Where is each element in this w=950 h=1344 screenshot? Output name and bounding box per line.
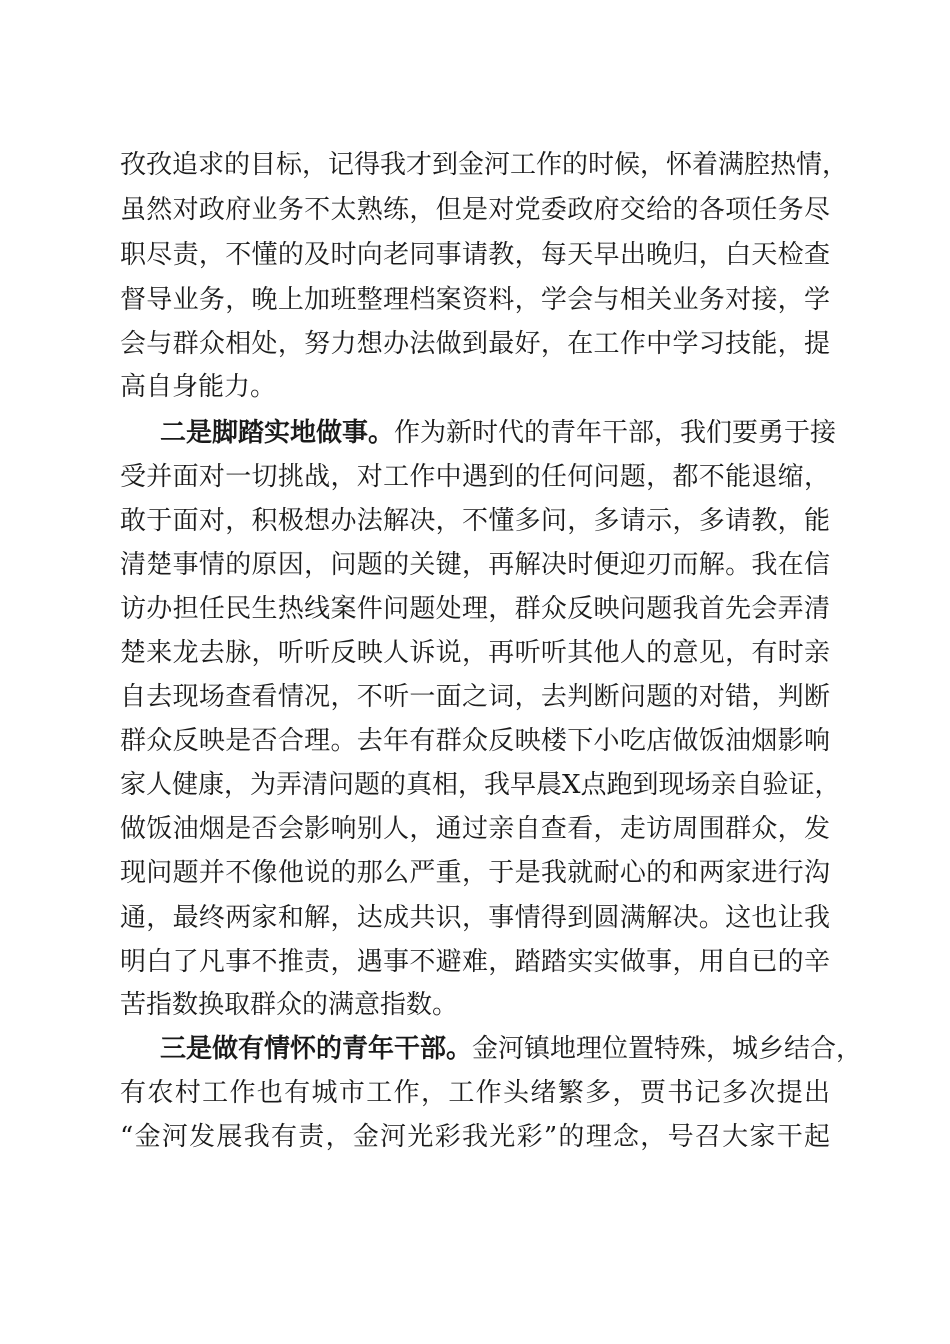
paragraph-1-line-5: 会与群众相处，努力想办法做到最好，在工作中学习技能，提 <box>120 329 830 359</box>
paragraph-2-line-5: 访办担任民生热线案件问题处理，群众反映问题我首先会弄清 <box>120 594 830 624</box>
paragraph-2-line-13: 明白了凡事不推责，遇事不避难，踏踏实实做事，用自已的辛 <box>120 947 830 977</box>
paragraph-3-line-3: “金河发展我有责，金河光彩我光彩”的理念，号召大家干起 <box>120 1122 830 1152</box>
paragraph-2-line-2: 受并面对一切挑战，对工作中遇到的任何问题，都不能退缩， <box>120 462 830 492</box>
paragraph-3-line-1 <box>160 1034 863 1064</box>
paragraph-2-line-9: 家人健康，为弄清问题的真相，我早晨X点跑到现场亲自验证， <box>120 770 841 800</box>
paragraph-2-line-1 <box>160 418 837 448</box>
paragraph-2-lead: 二是脚踏实地做事。 <box>160 418 395 448</box>
paragraph-1-line-2: 虽然对政府业务不太熟练，但是对党委政府交给的各项任务尽 <box>120 195 830 225</box>
paragraph-1-line-3: 职尽责，不懂的及时向老同事请教，每天早出晚归，白天检查 <box>120 240 830 270</box>
paragraph-3-lead: 三是做有情怀的青年干部。 <box>160 1034 473 1064</box>
paragraph-2-line-10: 做饭油烟是否会影响别人，通过亲自查看，走访周围群众，发 <box>120 814 830 844</box>
paragraph-2-line-12: 通，最终两家和解，达成共识，事情得到圆满解决。这也让我 <box>120 903 830 933</box>
paragraph-2-line-14: 苦指数换取群众的满意指数。 <box>120 990 459 1020</box>
paragraph-1-line-1: 孜孜追求的目标，记得我才到金河工作的时候，怀着满腔热情， <box>120 150 849 180</box>
paragraph-1-line-6: 高自身能力。 <box>120 372 277 402</box>
paragraph-3-first-line-rest: 金河镇地理位置特殊，城乡结合， <box>472 1034 863 1064</box>
paragraph-2-line-11: 现问题并不像他说的那么严重，于是我就耐心的和两家进行沟 <box>120 858 830 888</box>
paragraph-2-line-8: 群众反映是否合理。去年有群众反映楼下小吃店做饭油烟影响 <box>120 726 830 756</box>
paragraph-2-line-6: 楚来龙去脉，听听反映人诉说，再听听其他人的意见，有时亲 <box>120 638 830 668</box>
paragraph-3-line-2: 有农村工作也有城市工作，工作头绪繁多，贾书记多次提出 <box>120 1078 830 1108</box>
paragraph-2-first-line-rest: 作为新时代的青年干部，我们要勇于接 <box>394 418 837 448</box>
paragraph-2-line-7: 自去现场查看情况，不听一面之词，去判断问题的对错，判断 <box>120 682 830 712</box>
paragraph-2-line-3: 敢于面对，积极想办法解决，不懂多问，多请示，多请教，能 <box>120 506 830 536</box>
paragraph-2-line-4: 清楚事情的原因，问题的关键，再解决时便迎刃而解。我在信 <box>120 550 830 580</box>
paragraph-1-line-4: 督导业务，晚上加班整理档案资料，学会与相关业务对接，学 <box>120 285 830 315</box>
